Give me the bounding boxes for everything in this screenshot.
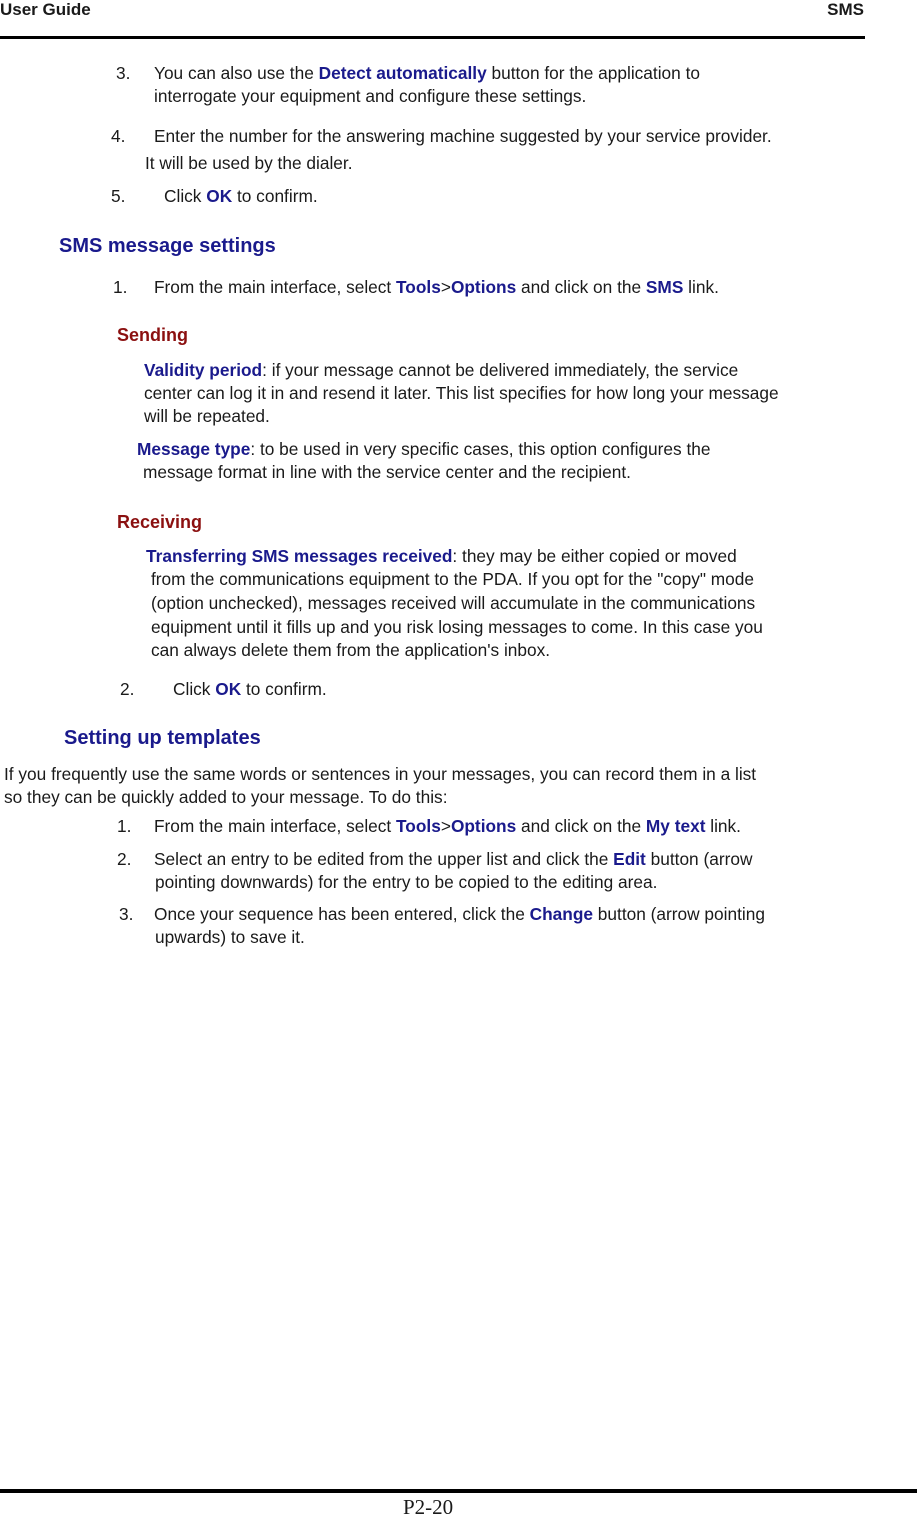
step-text: [154, 815, 741, 838]
step-text: [154, 276, 719, 299]
text-run: Select an entry to be edited from the upper list and click the: [154, 849, 614, 869]
step-text: [173, 678, 327, 701]
step-text-line: upwards) to save it.: [155, 927, 305, 947]
step-text-line: pointing downwards) for the entry to be copied to the editing area.: [155, 872, 658, 892]
step-text: Enter the number for the answering machine suggested by your service provider.: [154, 126, 772, 146]
step-text: [164, 185, 318, 208]
text-run: button (arrow: [645, 849, 753, 869]
option-validity-period: [144, 359, 738, 382]
section-heading-templates: Setting up templates: [64, 727, 261, 749]
keyword-sms: SMS: [645, 277, 684, 297]
keyword-validity-period: Validity period: [144, 360, 263, 380]
text-run: : they may be either copied or moved: [452, 546, 737, 566]
intro-text: so they can be quickly added to your message. To do this:: [4, 787, 448, 807]
step-number: 1.: [117, 816, 132, 836]
text-run: and click on the: [516, 816, 646, 836]
text-run: >: [440, 277, 451, 297]
text-run: From the main interface, select: [154, 277, 397, 297]
text-run: link.: [705, 816, 741, 836]
text-run: Once your sequence has been entered, click the: [154, 904, 530, 924]
intro-text: If you frequently use the same words or sentences in your messages, you can record them in a list: [4, 764, 757, 784]
keyword-tools: Tools: [396, 816, 441, 836]
text-run: From the main interface, select: [154, 816, 397, 836]
keyword-detect-automatically: Detect automatically: [318, 63, 487, 83]
step-text: [154, 848, 752, 871]
text-run: : to be used in very specific cases, this option configures the: [250, 439, 711, 459]
text-run: button for the application to: [486, 63, 700, 83]
page-number: P2-20: [403, 1495, 454, 1519]
keyword-options: Options: [450, 816, 517, 836]
step-number: 1.: [113, 277, 128, 297]
keyword-tools: Tools: [396, 277, 441, 297]
keyword-transferring-sms: Transferring SMS messages received: [146, 546, 453, 566]
step-text: [154, 903, 765, 926]
option-text-line: can always delete them from the application's inbox.: [151, 640, 551, 660]
keyword-message-type: Message type: [137, 439, 251, 459]
option-text-line: (option unchecked), messages received will accumulate in the communications: [151, 593, 756, 613]
option-text-line: message format in line with the service center and the recipient.: [143, 462, 631, 482]
keyword-my-text: My text: [645, 816, 706, 836]
subheading-sending: Sending: [117, 325, 188, 345]
text-run: link.: [683, 277, 719, 297]
text-run: button (arrow pointing: [593, 904, 765, 924]
keyword-ok: OK: [206, 186, 233, 206]
keyword-options: Options: [450, 277, 517, 297]
section-heading-sms-settings: SMS message settings: [59, 235, 276, 257]
option-text-line: will be repeated.: [144, 406, 270, 426]
header-rule: [0, 36, 865, 39]
text-run: Click: [164, 186, 207, 206]
footer-rule: [0, 1489, 917, 1493]
option-transferring-sms: [146, 545, 737, 568]
text-run: You can also use the: [154, 63, 319, 83]
step-number: 4.: [111, 126, 126, 146]
keyword-change: Change: [529, 904, 593, 924]
option-text-line: center can log it in and resend it later. This list specifies for how long your message: [144, 383, 779, 403]
step-number: 2.: [120, 679, 135, 699]
step-number: 3.: [119, 904, 134, 924]
step-number: 2.: [117, 849, 132, 869]
text-run: to confirm.: [241, 679, 327, 699]
option-message-type: [137, 438, 710, 461]
option-text-line: from the communications equipment to the PDA. If you opt for the "copy" mode: [151, 569, 755, 589]
option-text-line: equipment until it fills up and you risk losing messages to come. In this case you: [151, 617, 763, 637]
header-title: User Guide: [0, 0, 91, 19]
text-run: and click on the: [516, 277, 646, 297]
step-text-line: It will be used by the dialer.: [145, 153, 353, 173]
subheading-receiving: Receiving: [117, 512, 203, 532]
step-text-line: interrogate your equipment and configure these settings.: [154, 86, 587, 106]
header-section: SMS: [827, 0, 864, 19]
text-run: to confirm.: [232, 186, 318, 206]
keyword-ok: OK: [215, 679, 242, 699]
step-number: 3.: [116, 63, 131, 83]
step-text: [154, 62, 700, 85]
keyword-edit: Edit: [613, 849, 646, 869]
text-run: >: [440, 816, 451, 836]
text-run: Click: [173, 679, 216, 699]
step-number: 5.: [111, 186, 126, 206]
text-run: : if your message cannot be delivered immediately, the service: [262, 360, 739, 380]
